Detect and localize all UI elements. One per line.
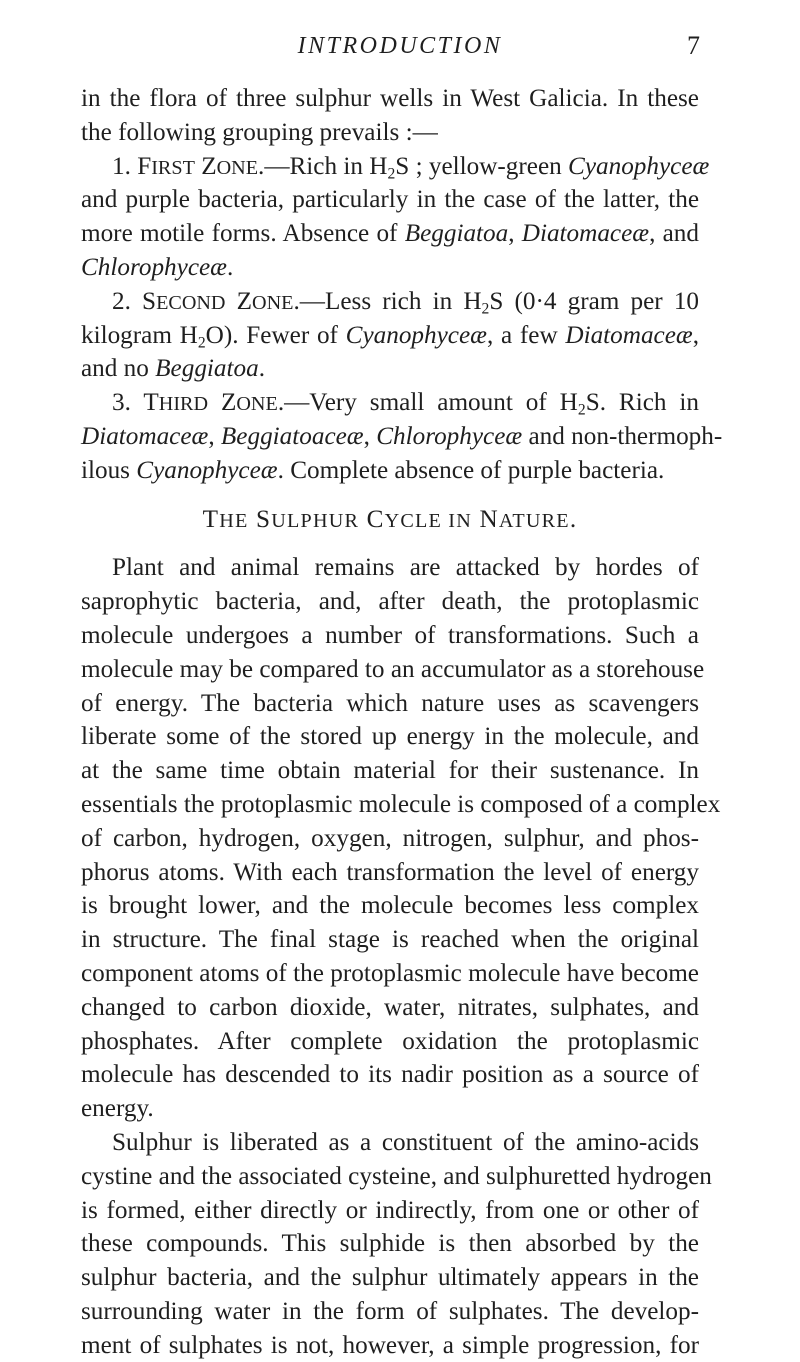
subscript: 2 [481,300,490,318]
small-cap: IN [442,509,472,532]
text-run: , a few [486,321,566,349]
small-cap: F [137,152,152,180]
small-cap: ATURE [498,509,570,532]
text-line: molecule has descended to its nadir position as a source of [81,1061,699,1089]
body-text [81,82,723,1362]
small-cap: N [471,505,499,533]
taxon-name: Chlorophyceæ [81,253,227,281]
text-run: , [363,422,377,450]
taxon-name: Beggiatoaceæ [220,422,364,450]
text-run: .—Rich in H [258,152,388,180]
text-line: sulphur bacteria, and the sulphur ultimately appears in the [81,1264,699,1292]
text-run: kilogram H [81,321,198,349]
text-line: phorus atoms. With each transformation the level of energy [81,858,699,886]
small-cap: C [359,505,385,533]
zone-number: 3. [112,389,144,417]
section-heading [81,503,699,537]
text-line: in structure. The final stage is reached when the original [81,926,699,954]
small-cap: T [143,389,159,417]
text-line: of energy. The bacteria which nature uses as scavengers [81,689,699,717]
taxon-name: Diatomaceæ [521,220,650,248]
small-cap: ECOND [156,291,226,314]
taxon-name: Cyanophyceæ [136,456,278,484]
text-line: component atoms of the protoplasmic molecule have become [81,959,699,987]
text-line: at the same time obtain material for their sustenance. In [81,757,699,785]
zone-3-line-1 [81,386,699,420]
zone-2-line-2 [81,319,699,353]
text-run: and non-thermoph- [522,422,723,450]
text-run: , [508,220,522,248]
subscript: 2 [387,165,396,183]
zone-1-line-1 [81,150,710,184]
zone-3-line-2 [81,420,723,454]
small-cap: T [202,505,220,533]
text-run: S. Rich in [585,389,700,417]
running-title: INTRODUCTION [297,33,503,59]
text-line: and purple bacteria, particularly in the case of the latter, the [81,186,699,214]
text-line: these compounds. This sulphide is then absorbed by the [81,1230,699,1258]
taxon-name: Cyanophyceæ [568,152,710,180]
text-run: S ; yellow-green [395,152,569,180]
small-cap: HE [219,509,249,532]
subscript: 2 [577,401,586,419]
text-line: essentials the protoplasmic molecule is composed of a complex [81,790,721,818]
text-run: . [569,505,578,533]
small-cap: ULPHUR [271,509,360,532]
text-run: ilous [81,456,137,484]
text-run: , and [649,220,699,248]
taxon-name: Cyanophyceæ [345,321,487,349]
zone-3-line-3 [81,454,699,488]
text-run: O). Fewer of [205,321,346,349]
text-run: . [226,253,234,281]
small-cap: HIRD [158,393,209,416]
text-run: , [208,422,221,450]
text-line: the following grouping prevails :— [81,118,438,146]
taxon-name: Beggiatoa [155,355,259,383]
zone-2-line-1 [81,285,699,319]
text-line: changed to carbon dioxide, water, nitrates, sulphates, and [81,993,699,1021]
text-line: surrounding water in the form of sulphates. The develop- [81,1297,699,1325]
small-cap: ONE [216,156,259,179]
text-line: energy. [81,1095,154,1123]
small-cap: S [248,505,272,533]
small-cap: ONE [252,291,294,314]
text-line: Sulphur is liberated as a constituent of the amino-acids [112,1128,699,1156]
small-cap: YCLE [384,509,443,532]
zone-number: 1. [112,152,138,180]
zone-1-line-4 [81,251,699,285]
text-line: phosphates. After complete oxidation the protoplasmic [81,1027,699,1055]
small-cap: Z [194,152,217,180]
taxon-name: Diatomaceæ [81,422,209,450]
text-line: in the flora of three sulphur wells in West Galicia. In these [81,85,699,112]
text-line: is formed, either directly or indirectly, from one or other of [81,1196,699,1224]
taxon-name: Beggiatoa [404,220,509,248]
text-line: liberate some of the stored up energy in the molecule, and [81,723,699,751]
zone-1-line-3 [81,217,699,251]
text-run: more motile forms. Absence of [81,220,405,248]
subscript: 2 [197,334,206,352]
page-number: 7 [687,31,700,60]
text-line: Plant and animal remains are attacked by hordes of [112,554,699,582]
text-line: molecule may be compared to an accumulator as a storehouse [81,655,705,683]
small-cap: S [142,287,157,315]
small-cap: Z [208,389,237,417]
zone-number: 2. [112,287,143,315]
text-run: .—Less rich in H [293,287,482,315]
text-run: .—Very small amount of H [277,389,578,417]
text-run: . Complete absence of purple bacteria. [277,456,665,484]
text-line: of carbon, hydrogen, oxygen, nitrogen, sulphur, and phos- [81,824,699,852]
text-run: S (0·4 gram per 10 [489,287,700,315]
taxon-name: Diatomaceæ [565,321,693,349]
text-run: . [258,355,265,383]
text-line: molecule undergoes a number of transformations. Such a [81,621,699,649]
text-run: , [692,321,699,349]
small-cap: ONE [236,393,278,416]
zone-2-line-3 [81,352,699,386]
text-line: saprophytic bacteria, and, after death, the protoplasmic [81,588,699,616]
text-run: and no [81,355,156,383]
text-line: ment of sulphates is not, however, a simple progression, for [81,1331,699,1359]
small-cap: Z [225,287,253,315]
small-cap: IRST [151,156,195,179]
text-line: cystine and the associated cysteine, and sulphuretted hydrogen [81,1162,712,1190]
taxon-name: Chlorophyceæ [376,422,523,450]
text-line: is brought lower, and the molecule becomes less complex [81,892,699,920]
